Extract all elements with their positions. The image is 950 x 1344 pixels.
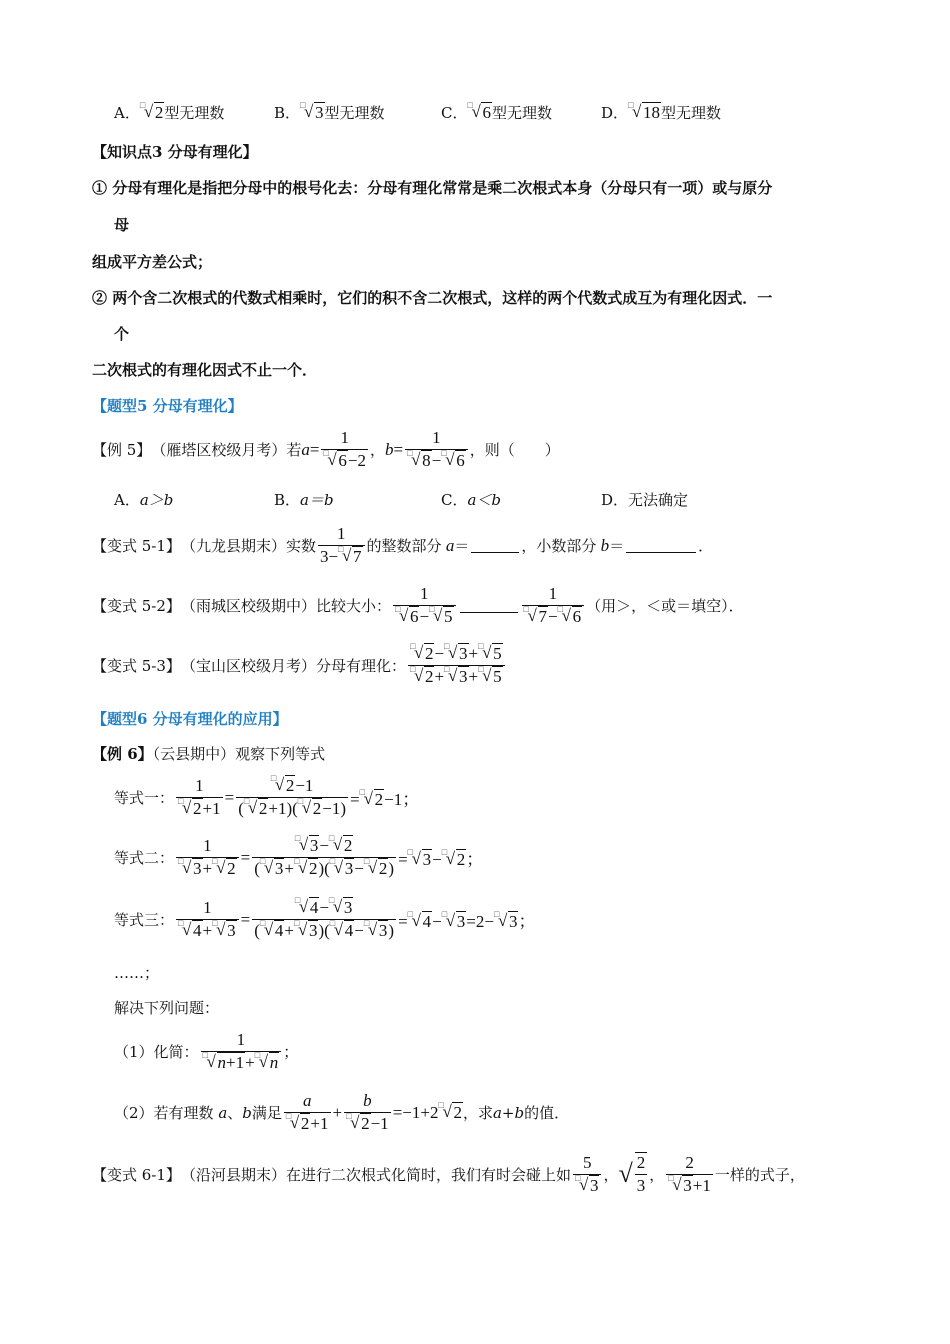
option-d[interactable]: D． □ √ 18型无理数 (601, 100, 722, 122)
option-b[interactable]: B． □ √ 3型无理数 (274, 100, 385, 122)
equation-1: 等式一： 1 □ √ 2+1 = □ √ 2−1 ( □ √ 2+1)( □ √ 2−1) = □ √ 2−1； (114, 773, 420, 818)
knowledge-p1-line2: 母 (114, 216, 130, 234)
variant-5-3: 【变式 5-3】 （宝山区校级月考）分母有理化： □ √ 2− □ √ 3+ □ √ 5 □ √ 2+ □ √ 3+ □ √ 5 (92, 644, 507, 687)
question-1: （1）化简： 1 □ √ n+1+ □ √ n ； (114, 1030, 299, 1072)
fraction-a: 1 □ √ 6−2 (323, 428, 367, 470)
example-5-label: 【例 5】 (92, 441, 152, 459)
type6-heading: 【题型6 分母有理化的应用】 (92, 710, 288, 728)
knowledge-p2-line2: 个 (114, 325, 130, 343)
solve-intro: 解决下列问题： (114, 999, 220, 1017)
option-a[interactable]: A．a＞b (114, 491, 174, 509)
answer-blank[interactable] (626, 538, 696, 553)
type5-heading: 【题型5 分母有理化】 (92, 397, 243, 415)
ellipsis: ……； (114, 964, 160, 982)
variant-6-1: 【变式 6-1】 （沿河县期末）在进行二次根式化简时，我们有时会碰上如 5 □ √ 3 ， √ $\frac{2}{3}$ ， 2 □ √ 3+1 一样的式子， (92, 1152, 805, 1195)
option-c[interactable]: C． □ √ 6型无理数 (441, 100, 552, 122)
answer-blank[interactable] (460, 598, 518, 613)
option-c[interactable]: C．a＜b (441, 491, 502, 509)
radical: □ √ 6 (467, 100, 491, 122)
radical: □ √ 3 (300, 100, 324, 122)
example-5: 【例 5】 （雁塔区校级月考）若 a = 1 □ √ 6−2 ， b = 1 □ √ 8− □ √ 6 ，则（ ） (92, 428, 560, 470)
option-b[interactable]: B．a＝b (274, 491, 334, 509)
knowledge-p2-line1: ② 两个含二次根式的代数式相乘时，它们的积不含二次根式，这样的两个代数式成互为有理化因式．一 (92, 289, 773, 307)
fraction: 1 3− □ √ 7 (318, 524, 365, 567)
equation-2: 等式二： 1 □ √ 3+ □ √ 2 = □ √ 3− □ √ 2 ( □ √ 3+ □ √ 2)( □ √ 3− □ √ 2) = □ √ 3− □ √ 2； (114, 833, 484, 878)
radical: □ √ 18 (628, 100, 661, 122)
fraction-b: 1 □ √ 8− □ √ 6 (405, 428, 468, 471)
option-d[interactable]: D．无法确定 (601, 491, 689, 509)
variant-5-1: 【变式 5-1】 （九龙县期末）实数 1 3− □ √ 7 的整数部分 a ＝ ，小数部分 b ＝ ． (92, 524, 714, 566)
option-a[interactable]: A． □ √ 2型无理数 (114, 100, 225, 122)
fraction: □ √ 2− □ √ 3+ □ √ 5 □ √ 2+ □ √ 3+ □ √ 5 (408, 644, 505, 687)
knowledge-heading: 【知识点3 分母有理化】 (92, 143, 258, 161)
knowledge-p1-line1: ① 分母有理化是指把分母中的根号化去：分母有理化常常是乘二次根式本身（分母只有一项）或与原分 (92, 179, 773, 197)
variant-5-2: 【变式 5-2】 （雨城区校级期中）比较大小： 1 □ √ 6− □ √ 5 1 □ √ 7− □ √ 6 （用＞，＜或＝填空）． (92, 584, 744, 626)
fraction: 1 □ √ 6− □ √ 5 (393, 584, 456, 627)
answer-blank[interactable] (471, 538, 519, 553)
radical: □ √ 2 (139, 100, 164, 122)
equation-3: 等式三： 1 □ √ 4+ □ √ 3 = □ √ 4− □ √ 3 ( □ √ 4+ □ √ 3)( □ √ 4− □ √ 3) = □ √ 4− □ √ 3=2− □ √ 3； (114, 895, 536, 940)
question-2: （2）若有理数 a 、 b 满足 a □ √ 2+1 + b □ √ 2−1 =−1+2 □ √ 2 ，求 a + b 的值． (114, 1091, 570, 1133)
knowledge-p2-line3: 二次根式的有理化因式不止一个． (92, 361, 318, 379)
knowledge-p1-line3: 组成平方差公式； (92, 253, 213, 271)
fraction: 1 □ √ 7− □ √ 6 (522, 584, 585, 627)
example-6: 【例 6】（云县期中）观察下列等式 (92, 745, 326, 763)
